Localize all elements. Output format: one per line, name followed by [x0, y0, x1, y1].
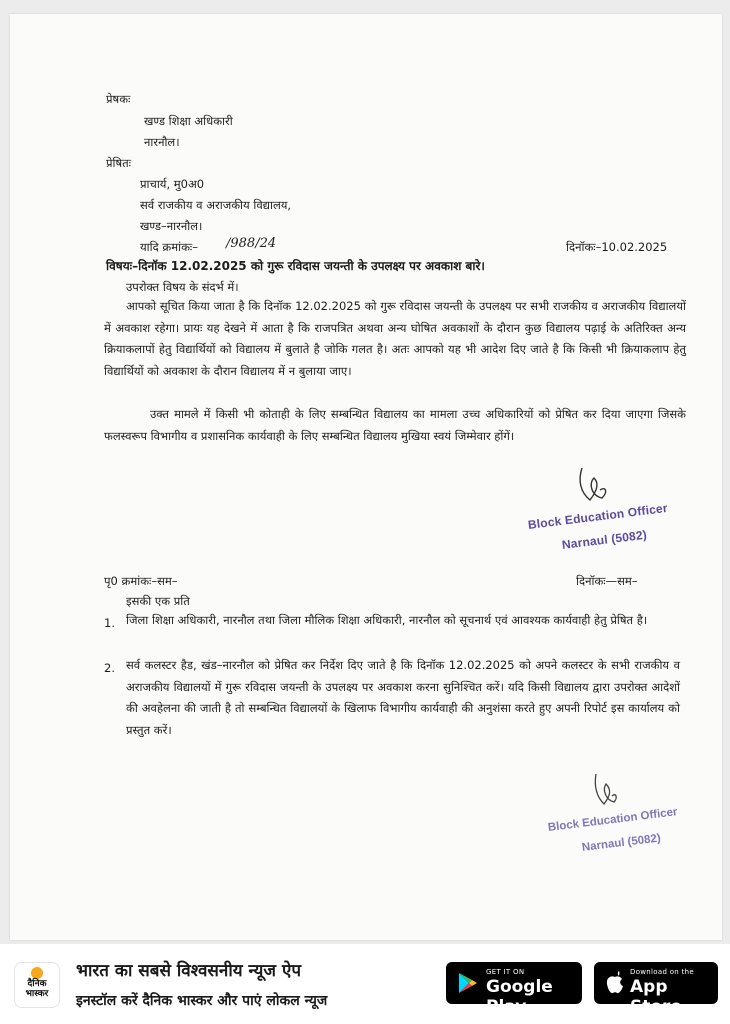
sender-place: नारनौल।: [144, 135, 180, 149]
reference-label: यादि क्रमांकः–: [140, 240, 198, 254]
banner-title: भारत का सबसे विश्वसनीय न्यूज ऐप: [76, 961, 302, 981]
signature-1: [570, 462, 620, 512]
copy-to-label: इसकी एक प्रति: [126, 594, 190, 608]
app-store-label: App Store: [630, 977, 682, 1017]
officer-stamp-line-2: Narnaul (5082): [561, 527, 648, 552]
copy-item-1: जिला शिक्षा अधिकारी, नारनौल तथा जिला मौलिक शिक्षा अधिकारी, नारनौल को सूचनार्थ एवं आवश्यक कार्यवाही हेतु प्रेषित है।: [126, 613, 648, 627]
reference-number: /988/24: [226, 236, 277, 251]
recipient-label: प्रेषितः: [106, 156, 132, 170]
app-store-button[interactable]: [594, 962, 718, 1017]
copy-item-1-number: 1.: [104, 616, 115, 630]
officer-stamp-2-line-1: Block Education Officer: [547, 806, 679, 834]
signature-2: [588, 770, 628, 816]
google-play-small-text: GET IT ON: [486, 968, 525, 976]
banner-subtitle: इनस्टॉल करें दैनिक भास्कर और पाएं लोकल न्यूज: [76, 993, 328, 1009]
body-paragraph-2: उक्त मामले में किसी भी कोताही के लिए सम्बन्धित विद्यालय का मामला उच्च अधिकारियों को प्रेषित कर दिया जाएगा जिसके फलस्वरूप विभागीय व प्रशासनिक कार्यवाही के लिए सम्बन्धित विद्यालय मुखिया स्वयं जिम्मेवार होंगें।: [104, 407, 686, 443]
endorsement-date: दिनॉकः—सम–: [576, 574, 638, 588]
app-store-small-text: Download on the: [630, 968, 694, 976]
google-play-label: Google Play: [486, 977, 553, 1017]
sender-title: खण्ड शिक्षा अधिकारी: [144, 114, 233, 128]
body-paragraph-1: आपको सूचित किया जाता है कि दिनॉक 12.02.2025 को गुरू रविदास जयन्ती के उपलक्ष्य पर सभी राजकीय व अराजकीय विद्यालयों में अवकाश रहेगा। प्रायः यह देखने में आता है कि राजपत्रित अथवा अन्य घोषित अवकाशों के दौरान कुछ विद्यालय पढ़ाई के अतिरिक्त अन्य क्रियाकलापों हेतु विद्यार्थियों को विद्यालय में बुलाते है जोकि गलत है। अतः आपको यह भी आदेश दिए जाते है कि किसी भी क्रियाकलाप हेतु विद्यार्थियों को अवकाश के दौरान विद्यालय में न बुलाया जाए।: [104, 299, 686, 378]
copy-item-2: सर्व कलस्टर हैड, खंड–नारनौल को प्रेषित कर निर्देश दिए जाते है कि दिनॉक 12.02.2025 को अपने कलस्टर के सभी राजकीय व अराजकीय विद्यालयों में गुरू रविदास जयन्ती के उपलक्ष्य पर अवकाश करना सुनिश्चित करें। यदि किसी विद्यालय द्वारा उपरोक्त आदेशों की अवहेलना की जाती है तो सम्बन्धित विद्यालयों के खिलाफ विभागीय कार्यवाही की अनुशंसा करते हुए अपनी रिपोर्ट इस कार्यालय को प्रस्तुत करें।: [126, 658, 680, 737]
sender-label: प्रेषकः: [106, 92, 131, 106]
app-promo-banner: [0, 944, 730, 1024]
recipient-line-1: प्राचार्य, मु0अ0: [140, 177, 205, 191]
endorsement-reference: पृ0 क्रमांकः–सम–: [104, 574, 178, 588]
logo-text: दैनिक भास्कर: [25, 979, 49, 999]
dainik-bhaskar-logo[interactable]: [14, 962, 60, 1008]
apple-icon: [604, 971, 626, 995]
copy-item-2-number: 2.: [104, 661, 115, 675]
google-play-icon: [456, 971, 480, 995]
recipient-line-2: सर्व राजकीय व अराजकीय विद्यालय,: [140, 198, 292, 212]
subject-line: विषयः–दिनॉक 12.02.2025 को गुरू रविदास जयन्ती के उपलक्ष्य पर अवकाश बारे।: [106, 259, 485, 273]
officer-stamp-line-1: Block Education Officer: [527, 500, 669, 532]
letter-page: [10, 14, 722, 940]
recipient-line-3: खण्ड–नारनौल।: [140, 219, 203, 233]
intro-line: उपरोक्त विषय के संदर्भ में।: [126, 280, 239, 294]
officer-stamp-2-line-2: Narnaul (5082): [581, 832, 662, 854]
google-play-button[interactable]: [446, 962, 582, 1017]
sun-icon: [31, 967, 43, 979]
letter-date: दिनॉकः–10.02.2025: [566, 240, 668, 254]
